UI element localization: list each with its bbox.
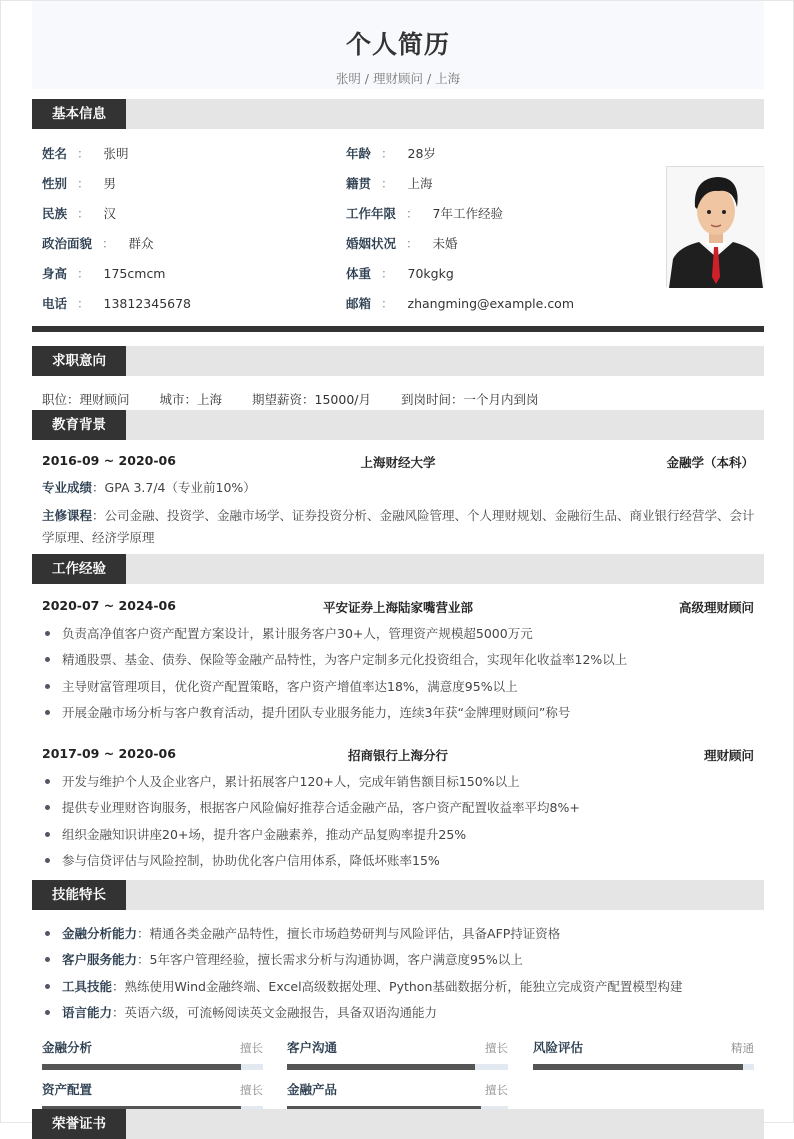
skill-level: 擅长 [485,1041,508,1055]
gpa-value: ：GPA 3.7/4（专业前10%） [92,480,256,495]
job-header [42,598,754,616]
info-row [346,144,436,162]
skill-name: 客户沟通 [287,1040,338,1055]
info-value: 上海 [407,176,433,191]
section-title: 荣誉证书 [32,1109,126,1139]
info-row [42,144,129,162]
skill-label: 金融分析能力 [62,926,138,941]
intent-position: 职位：理财顾问 [42,392,130,407]
intent-salary: 期望薪资：15000/月 [252,392,372,407]
skill-level: 擅长 [485,1083,508,1097]
skill-level: 精通 [731,1041,754,1055]
info-value: zhangming@example.com [407,296,575,311]
job-period: 2017-09 ~ 2020-06 [42,746,176,761]
job-bullet: 主导财富管理项目，优化资产配置策略，客户资产增值率达18%，满意度95%以上 [42,677,518,695]
info-label: 年龄 [346,146,372,161]
section-title: 教育背景 [32,410,126,440]
job-company: 招商银行上海分行 [347,748,448,763]
edu-school: 上海财经大学 [360,455,436,470]
skill-name: 金融分析 [42,1040,93,1055]
skill-bar-header [287,1080,508,1098]
info-value: 7年工作经验 [432,206,503,221]
skill-bar [42,1038,263,1070]
info-colon: ： [102,236,115,251]
gpa-label: 专业成绩 [42,480,93,495]
education-row [42,453,754,471]
info-colon: ： [77,296,90,311]
edu-gpa [42,477,757,499]
skill-bullet [42,1003,437,1021]
intent-availability: 到岗时间：一个月内到岗 [401,392,539,407]
page-title: 个人简历 [345,30,450,59]
courses-label: 主修课程 [42,508,93,523]
job-title: 理财顾问 [703,748,754,763]
section-title: 基本信息 [32,99,126,129]
section-header-education [32,410,764,440]
skill-bar-header [287,1038,508,1056]
info-colon: ： [77,146,90,161]
skill-bar-track [287,1064,508,1070]
resume-header [32,1,764,89]
job-bullet: 参与信贷评估与风险控制，协助优化客户信用体系，降低坏账率15% [42,851,440,869]
skill-name: 金融产品 [287,1082,338,1097]
edu-major: 金融学（本科） [666,455,754,470]
info-row [42,204,116,222]
info-row [42,174,116,192]
info-colon: ： [406,206,419,221]
info-row [42,264,166,282]
skill-label: 语言能力 [62,1004,113,1020]
info-row [346,234,458,252]
info-label: 工作年限 [346,206,397,221]
skill-bar-fill [42,1064,241,1070]
skill-bar [287,1038,508,1070]
info-colon: ： [77,176,90,191]
info-label: 性别 [42,176,68,191]
skill-bar-fill [287,1064,475,1070]
info-value: 张明 [103,146,129,161]
profile-photo [666,166,764,287]
skill-name: 资产配置 [42,1082,93,1097]
skill-text: ：精通各类金融产品特性，擅长市场趋势研判与风险评估，具备AFP持证资格 [137,926,561,941]
skill-bar-fill [533,1064,743,1070]
skill-label: 工具技能 [62,978,113,994]
info-colon: ： [77,266,90,281]
job-bullet: 提供专业理财咨询服务，根据客户风险偏好推荐合适金融产品，客户资产配置收益率平均8%+ [42,798,580,816]
info-value: 28岁 [407,146,436,161]
info-value: 175cmcm [103,266,166,281]
info-colon: ： [381,176,394,191]
avatar-icon [667,167,765,288]
info-row [346,264,454,282]
job-bullet: 开展金融市场分析与客户教育活动，提升团队专业服务能力，连续3年获“金牌理财顾问”称号 [42,703,570,721]
skill-bar-header [533,1038,754,1056]
section-header-intent [32,346,764,376]
info-row [346,294,574,312]
divider [32,326,764,332]
job-header [42,746,754,764]
section-title: 工作经验 [32,554,126,584]
info-row [42,294,191,312]
skill-text: ：熟练使用Wind金融终端、Excel高级数据处理、Python基础数据分析，能独立完成资产配置模型构建 [112,978,683,994]
skill-text: ：5年客户管理经验，擅长需求分析与沟通协调，客户满意度95%以上 [137,952,523,968]
skill-bar [287,1080,508,1112]
skill-name: 风险评估 [533,1040,584,1055]
info-colon: ： [381,266,394,281]
skill-bullet [42,924,560,942]
info-row [42,234,154,252]
info-label: 电话 [42,296,68,311]
section-header-basic [32,99,764,129]
skill-label: 客户服务能力 [62,952,138,968]
skill-bar-track [42,1064,263,1070]
section-header-skills [32,880,764,910]
edu-period: 2016-09 ~ 2020-06 [42,453,176,468]
skill-bullet [42,977,682,995]
skill-bar-track [533,1064,754,1070]
job-title: 高级理财顾问 [678,600,754,615]
info-label: 婚姻状况 [346,236,397,251]
skill-bar [533,1038,754,1070]
info-colon: ： [381,296,394,311]
info-colon: ： [77,206,90,221]
section-title: 求职意向 [32,346,126,376]
info-label: 身高 [42,266,68,281]
info-value: 男 [103,176,117,191]
skill-bullet [42,950,523,968]
info-row [346,204,503,222]
info-row [346,174,433,192]
skill-bar [42,1080,263,1112]
section-header-honors [32,1109,764,1139]
info-label: 政治面貌 [42,236,93,251]
skill-bar-header [42,1080,263,1098]
job-bullet: 精通股票、基金、债券、保险等金融产品特性，为客户定制多元化投资组合，实现年化收益率12%以上 [42,650,627,668]
skill-level: 擅长 [240,1041,263,1055]
skill-level: 擅长 [240,1083,263,1097]
info-value: 未婚 [432,236,458,251]
subtitle: 张明 / 理财顾问 / 上海 [335,71,461,86]
info-colon: ： [381,146,394,161]
job-intent [42,390,539,408]
courses-value: ：公司金融、投资学、金融市场学、证券投资分析、金融风险管理、个人理财规划、金融衍生品、商业银行经营学、会计学原理、经济学原理 [42,508,755,545]
edu-courses [42,505,757,549]
intent-city: 城市：上海 [159,392,223,407]
skill-text: ：英语六级，可流畅阅读英文金融报告，具备双语沟通能力 [112,1004,438,1020]
job-period: 2020-07 ~ 2024-06 [42,598,176,613]
info-label: 民族 [42,206,68,221]
info-label: 姓名 [42,146,68,161]
section-title: 技能特长 [32,880,126,910]
section-header-work [32,554,764,584]
job-bullet: 负责高净值客户资产配置方案设计，累计服务客户30+人，管理资产规模超5000万元 [42,624,533,642]
info-value: 13812345678 [103,296,192,311]
info-value: 汉 [103,206,117,221]
job-bullet: 组织金融知识讲座20+场，提升客户金融素养，推动产品复购率提升25% [42,825,466,843]
skill-bar-header [42,1038,263,1056]
info-label: 籍贯 [346,176,372,191]
info-value: 群众 [128,236,154,251]
info-label: 邮箱 [346,296,372,311]
info-colon: ： [406,236,419,251]
info-label: 体重 [346,266,372,281]
job-bullet: 开发与维护个人及企业客户，累计拓展客户120+人，完成年销售额目标150%以上 [42,772,520,790]
info-value: 70kgkg [407,266,454,281]
job-company: 平安证券上海陆家嘴营业部 [322,600,473,615]
